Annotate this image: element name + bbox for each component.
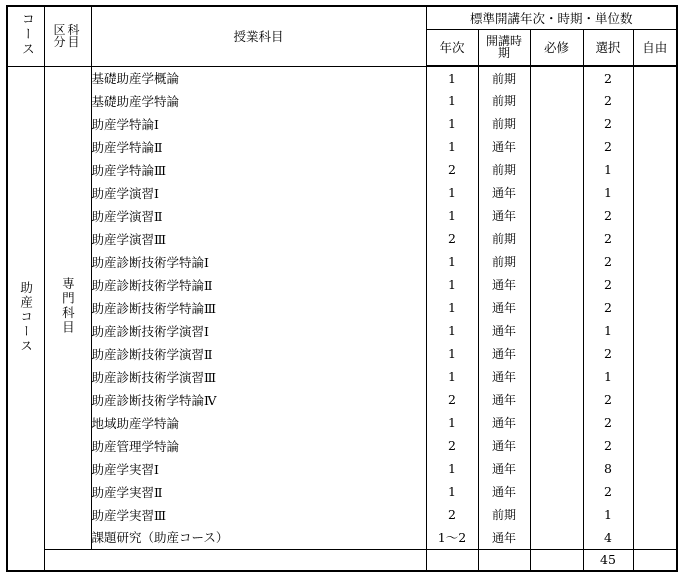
- category-name: 専門科目: [60, 277, 76, 335]
- required-cell: [530, 227, 583, 250]
- table-row: [7, 388, 677, 411]
- term-cell: 通年: [478, 434, 530, 457]
- elective-cell: 1: [583, 181, 633, 204]
- subject-cell: 課題研究（助産コース）: [91, 526, 426, 549]
- term-cell: 通年: [478, 388, 530, 411]
- table-row: [7, 480, 677, 503]
- total-term-cell: [478, 549, 530, 571]
- term-cell: 通年: [478, 457, 530, 480]
- required-cell: [530, 204, 583, 227]
- term-cell: 前期: [478, 158, 530, 181]
- elective-cell: 4: [583, 526, 633, 549]
- term-header-line1: 開講時: [485, 33, 522, 48]
- required-cell: [530, 135, 583, 158]
- table-row: [7, 250, 677, 273]
- required-cell: [530, 342, 583, 365]
- term-header: [478, 29, 530, 66]
- free-cell: [633, 273, 677, 296]
- elective-header: 選択: [583, 29, 633, 66]
- free-cell: [633, 181, 677, 204]
- subject-cell: 基礎助産学概論: [91, 66, 426, 89]
- term-header-line2: 期: [497, 46, 510, 61]
- free-cell: [633, 365, 677, 388]
- table-row: [7, 66, 677, 89]
- free-cell: [633, 434, 677, 457]
- elective-cell: 2: [583, 135, 633, 158]
- subject-cell: 助産学特論Ⅱ: [91, 135, 426, 158]
- free-cell: [633, 204, 677, 227]
- term-cell: 通年: [478, 480, 530, 503]
- year-header: 年次: [426, 29, 478, 66]
- total-label-cell: [44, 549, 426, 571]
- term-cell: 前期: [478, 89, 530, 112]
- standard-header: 標準開講年次・時期・単位数: [426, 6, 677, 29]
- elective-cell: 2: [583, 227, 633, 250]
- table-row: [7, 204, 677, 227]
- elective-cell: 2: [583, 342, 633, 365]
- course-cell: [7, 66, 44, 571]
- subject-cell: 基礎助産学特論: [91, 89, 426, 112]
- subject-cell: 助産診断技術学特論Ⅳ: [91, 388, 426, 411]
- year-cell: 1: [426, 457, 478, 480]
- required-cell: [530, 365, 583, 388]
- year-cell: 1: [426, 411, 478, 434]
- elective-cell: 2: [583, 112, 633, 135]
- elective-cell: 2: [583, 89, 633, 112]
- subject-cell: 助産診断技術学特論Ⅲ: [91, 296, 426, 319]
- free-cell: [633, 388, 677, 411]
- free-cell: [633, 526, 677, 549]
- free-cell: [633, 503, 677, 526]
- term-cell: 前期: [478, 66, 530, 89]
- elective-cell: 2: [583, 434, 633, 457]
- required-cell: [530, 250, 583, 273]
- elective-cell: 2: [583, 480, 633, 503]
- term-cell: 通年: [478, 319, 530, 342]
- term-cell: 通年: [478, 181, 530, 204]
- required-cell: [530, 319, 583, 342]
- year-cell: 2: [426, 434, 478, 457]
- table-row: [7, 503, 677, 526]
- subject-cell: 助産学特論Ⅰ: [91, 112, 426, 135]
- subject-cell: 助産管理学特論: [91, 434, 426, 457]
- year-cell: 2: [426, 158, 478, 181]
- term-cell: 通年: [478, 135, 530, 158]
- free-cell: [633, 66, 677, 89]
- total-year-cell: [426, 549, 478, 571]
- table-row: [7, 434, 677, 457]
- table-row: [7, 342, 677, 365]
- table-row: [7, 227, 677, 250]
- course-header: コース: [7, 6, 44, 66]
- elective-cell: 1: [583, 503, 633, 526]
- year-cell: 1: [426, 342, 478, 365]
- term-cell: 通年: [478, 204, 530, 227]
- term-cell: 通年: [478, 273, 530, 296]
- required-cell: [530, 457, 583, 480]
- subject-cell: 助産学演習Ⅲ: [91, 227, 426, 250]
- table-row: [7, 135, 677, 158]
- category-header: [44, 6, 91, 66]
- free-cell: [633, 112, 677, 135]
- subject-cell: 助産学実習Ⅱ: [91, 480, 426, 503]
- elective-cell: 1: [583, 319, 633, 342]
- category-header-text: 区科分目: [53, 22, 82, 50]
- year-cell: 2: [426, 388, 478, 411]
- term-cell: 通年: [478, 411, 530, 434]
- free-cell: [633, 135, 677, 158]
- elective-cell: 2: [583, 273, 633, 296]
- elective-cell: 1: [583, 158, 633, 181]
- term-cell: 通年: [478, 296, 530, 319]
- term-cell: 前期: [478, 503, 530, 526]
- subject-cell: 助産学演習Ⅱ: [91, 204, 426, 227]
- elective-cell: 1: [583, 365, 633, 388]
- required-cell: [530, 526, 583, 549]
- elective-cell: 8: [583, 457, 633, 480]
- subject-cell: 助産学特論Ⅲ: [91, 158, 426, 181]
- free-header: 自由: [633, 29, 677, 66]
- free-cell: [633, 158, 677, 181]
- required-cell: [530, 480, 583, 503]
- required-cell: [530, 273, 583, 296]
- free-cell: [633, 480, 677, 503]
- required-header: 必修: [530, 29, 583, 66]
- free-cell: [633, 457, 677, 480]
- free-cell: [633, 296, 677, 319]
- curriculum-table: [6, 5, 678, 572]
- table-row: [7, 181, 677, 204]
- subject-cell: 助産診断技術学特論Ⅱ: [91, 273, 426, 296]
- free-cell: [633, 319, 677, 342]
- free-cell: [633, 411, 677, 434]
- required-cell: [530, 89, 583, 112]
- term-cell: 前期: [478, 112, 530, 135]
- year-cell: 1: [426, 181, 478, 204]
- elective-cell: 2: [583, 411, 633, 434]
- year-cell: 2: [426, 503, 478, 526]
- year-cell: 1: [426, 66, 478, 89]
- year-cell: 1: [426, 250, 478, 273]
- table-row: [7, 411, 677, 434]
- year-cell: 1: [426, 112, 478, 135]
- subject-cell: 助産診断技術学演習Ⅰ: [91, 319, 426, 342]
- year-cell: 1: [426, 89, 478, 112]
- year-cell: 1: [426, 480, 478, 503]
- required-cell: [530, 181, 583, 204]
- year-cell: 1: [426, 204, 478, 227]
- year-cell: 2: [426, 227, 478, 250]
- free-cell: [633, 89, 677, 112]
- table-row: [7, 89, 677, 112]
- elective-cell: 2: [583, 388, 633, 411]
- elective-cell: 2: [583, 250, 633, 273]
- required-cell: [530, 296, 583, 319]
- term-cell: 前期: [478, 227, 530, 250]
- total-row: [7, 549, 677, 571]
- table-row: [7, 296, 677, 319]
- category-cell: [44, 66, 91, 549]
- term-cell: 通年: [478, 342, 530, 365]
- total-free-cell: [633, 549, 677, 571]
- header-row-1: [7, 6, 677, 29]
- elective-cell: 2: [583, 66, 633, 89]
- table-row: [7, 526, 677, 549]
- free-cell: [633, 342, 677, 365]
- table-row: [7, 457, 677, 480]
- required-cell: [530, 158, 583, 181]
- course-name: 助産コース: [18, 280, 34, 353]
- required-cell: [530, 411, 583, 434]
- table-row: [7, 158, 677, 181]
- subject-cell: 助産学演習Ⅰ: [91, 181, 426, 204]
- subject-cell: 助産診断技術学演習Ⅱ: [91, 342, 426, 365]
- required-cell: [530, 434, 583, 457]
- term-cell: 前期: [478, 250, 530, 273]
- total-elective-cell: 45: [583, 549, 633, 571]
- year-cell: 1: [426, 319, 478, 342]
- subject-cell: 助産診断技術学特論Ⅰ: [91, 250, 426, 273]
- required-cell: [530, 66, 583, 89]
- subject-cell: 助産診断技術学演習Ⅲ: [91, 365, 426, 388]
- subject-cell: 地域助産学特論: [91, 411, 426, 434]
- year-cell: 1: [426, 365, 478, 388]
- year-cell: 1: [426, 296, 478, 319]
- required-cell: [530, 503, 583, 526]
- year-cell: 1: [426, 273, 478, 296]
- term-cell: 通年: [478, 365, 530, 388]
- free-cell: [633, 227, 677, 250]
- term-cell: 通年: [478, 526, 530, 549]
- free-cell: [633, 250, 677, 273]
- required-cell: [530, 112, 583, 135]
- table-row: [7, 365, 677, 388]
- table-row: [7, 112, 677, 135]
- required-cell: [530, 388, 583, 411]
- elective-cell: 2: [583, 296, 633, 319]
- elective-cell: 2: [583, 204, 633, 227]
- subject-cell: 助産学実習Ⅰ: [91, 457, 426, 480]
- year-cell: 1～2: [426, 526, 478, 549]
- total-required-cell: [530, 549, 583, 571]
- table-row: [7, 273, 677, 296]
- subject-cell: 助産学実習Ⅲ: [91, 503, 426, 526]
- subject-header: 授業科目: [91, 6, 426, 66]
- year-cell: 1: [426, 135, 478, 158]
- table-row: [7, 319, 677, 342]
